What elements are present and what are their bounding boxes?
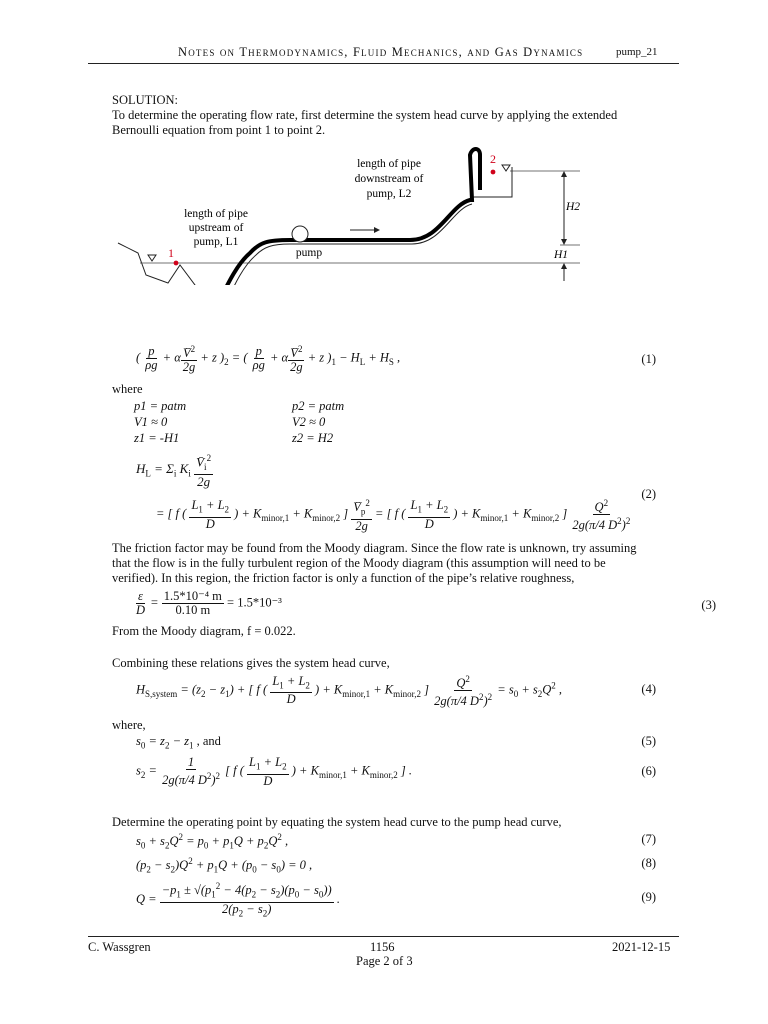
pipe bbox=[220, 149, 480, 285]
operating-point-text: Determine the operating point by equating the system head curve to the pump head curve, bbox=[112, 815, 562, 829]
page-id: pump_21 bbox=[616, 46, 658, 58]
where-label: where bbox=[112, 382, 143, 396]
equation-9: Q = $\frac{-p_1 \pm √(p_1^2 - 4(p_2 - s_2)(p_0 - s_0))}{2(p_2 - s_2)}$ . bbox=[136, 881, 340, 919]
intro-line-2: Bernoulli equation from point 1 to point 2. bbox=[112, 123, 326, 137]
upstream-label-2: upstream of bbox=[188, 222, 244, 234]
friction-line-3: verified). In this region, the friction factor is only a function of the pipe’s relative roughness, bbox=[112, 571, 575, 585]
condition-z1: z1 = -H1 bbox=[134, 431, 180, 445]
equation-5: $s_0 = z_2 - z_1$ , and bbox=[136, 734, 221, 751]
condition-p2: p2 = patm bbox=[292, 399, 345, 413]
solution-label: SOLUTION: bbox=[112, 93, 178, 107]
header-rule bbox=[88, 63, 679, 64]
moody-result: From the Moody diagram, f = 0.022. bbox=[112, 624, 296, 638]
friction-line-2: that the flow is in the fully turbulent region of the Moody diagram (this assumption will need to be bbox=[112, 556, 606, 570]
combining-text: Combining these relations gives the system head curve, bbox=[112, 656, 390, 670]
h2-arrowhead-top bbox=[561, 171, 567, 177]
reservoir-ground bbox=[118, 243, 210, 285]
h1-label: H1 bbox=[554, 249, 569, 261]
downstream-label-2: downstream of bbox=[354, 173, 424, 185]
footer-rule bbox=[88, 936, 679, 937]
footer-date: 2021-12-15 bbox=[612, 940, 671, 954]
equation-2b: = [ f ( $\frac{L_1 + L_2}{D}$ ) + $K_{minor,1} + K_{minor,2}$ ] $\frac{V̄_p^2}{2g}$ = [ f ( $\frac{L_1 + L_2}{D}$ ) + $K_{minor,1} + K_{minor,2}$ ] $\frac{Q^2}{2g(\pi/4 D^2)^2}$ bbox=[156, 498, 631, 533]
roughness-numerator: 1.5*10⁻⁴ m bbox=[163, 589, 222, 603]
h2-arrowhead-bottom bbox=[561, 239, 567, 245]
equation-1: ( $\frac{p}{\rho g}$ + α $\frac{V̄^2}{2g}$ + z )$_2$ = ( $\frac{p}{\rho g}$ + α $\frac{V̄^2}{2g}$ + z )$_1 - H_L + H_S$ , bbox=[136, 344, 401, 375]
equation-number-1: (1) bbox=[641, 352, 656, 366]
equation-6: $s_2$ = $\frac{1}{2g(\pi/4 D^2)^2}$ [ f ( $\frac{L_1 + L_2}{D}$ ) + $K_{minor,1} + K_{minor,2}$ ] . bbox=[136, 755, 413, 788]
pump-label: pump bbox=[295, 247, 323, 259]
equation-4: $H_{S,system} = (z_2 - z_1)$ + [ f ( $\frac{L_1 + L_2}{D}$ ) + $K_{minor,1} + K_{minor,2}$ ] $\frac{Q^2}{2g(\pi/4 D^2)^2}$ = $s_0 + s_2Q^2$ , bbox=[136, 673, 563, 709]
water-level-1 bbox=[148, 255, 156, 261]
equation-number-2: (2) bbox=[641, 487, 656, 501]
friction-line-1: The friction factor may be found from the Moody diagram. Since the flow rate is unknown, try assuming bbox=[112, 541, 637, 555]
equation-number-3: (3) bbox=[701, 598, 716, 612]
equation-8: $(p_2 - s_2)Q^2 + p_1Q + (p_0 - s_0) = 0$ , bbox=[136, 856, 313, 875]
water-level-2 bbox=[502, 165, 510, 171]
condition-v2: V2 ≈ 0 bbox=[292, 415, 326, 429]
condition-z2: z2 = H2 bbox=[292, 431, 334, 445]
upstream-label-3: pump, L1 bbox=[193, 236, 239, 248]
roughness-denominator: 0.10 m bbox=[175, 603, 211, 617]
where-label-2: where, bbox=[112, 718, 146, 732]
equation-number-4: (4) bbox=[641, 682, 656, 696]
equation-7: $s_0 + s_2Q^2 = p_0 + p_1Q + p_2Q^2$ , bbox=[136, 832, 289, 851]
condition-p1: p1 = patm bbox=[134, 399, 187, 413]
footer-author: C. Wassgren bbox=[88, 940, 151, 954]
equation-number-6: (6) bbox=[641, 764, 656, 778]
pump-system-diagram bbox=[110, 145, 590, 285]
footer-page-number: 1156 bbox=[370, 940, 395, 954]
equation-number-9: (9) bbox=[641, 890, 656, 904]
intro-line-1: To determine the operating flow rate, first determine the system head curve by applying the extended bbox=[112, 108, 618, 122]
equation-3: $\frac{\varepsilon}{D}$ = $\frac{\text{1.5*10⁻⁴ m}}{0.10 m}$ = 1.5*10⁻³ bbox=[136, 589, 282, 617]
h2-label: H2 bbox=[566, 201, 581, 213]
condition-v1: V1 ≈ 0 bbox=[134, 415, 168, 429]
equation-number-7: (7) bbox=[641, 832, 656, 846]
running-header-title: Notes on Thermodynamics, Fluid Mechanics, and Gas Dynamics bbox=[178, 45, 584, 59]
roughness-result: = 1.5*10⁻³ bbox=[227, 595, 282, 610]
point-1-label: 1 bbox=[168, 246, 174, 260]
downstream-label-3: pump, L2 bbox=[366, 188, 412, 200]
equation-2a: $H_L = \Sigma_i$ $K_i$ $\frac{V̄_i^2}{2g}$ bbox=[136, 453, 212, 489]
point-2-dot bbox=[491, 170, 496, 175]
h1-arrowhead bbox=[561, 263, 567, 269]
flow-arrowhead bbox=[374, 227, 380, 233]
equation-number-5: (5) bbox=[641, 734, 656, 748]
downstream-label-1: length of pipe bbox=[357, 158, 421, 170]
point-2-label: 2 bbox=[490, 152, 496, 166]
upstream-label-1: length of pipe bbox=[184, 208, 248, 220]
point-1-dot bbox=[174, 261, 179, 266]
pump-circle bbox=[292, 226, 308, 242]
equation-number-8: (8) bbox=[641, 856, 656, 870]
footer-page-of: Page 2 of 3 bbox=[356, 954, 413, 968]
